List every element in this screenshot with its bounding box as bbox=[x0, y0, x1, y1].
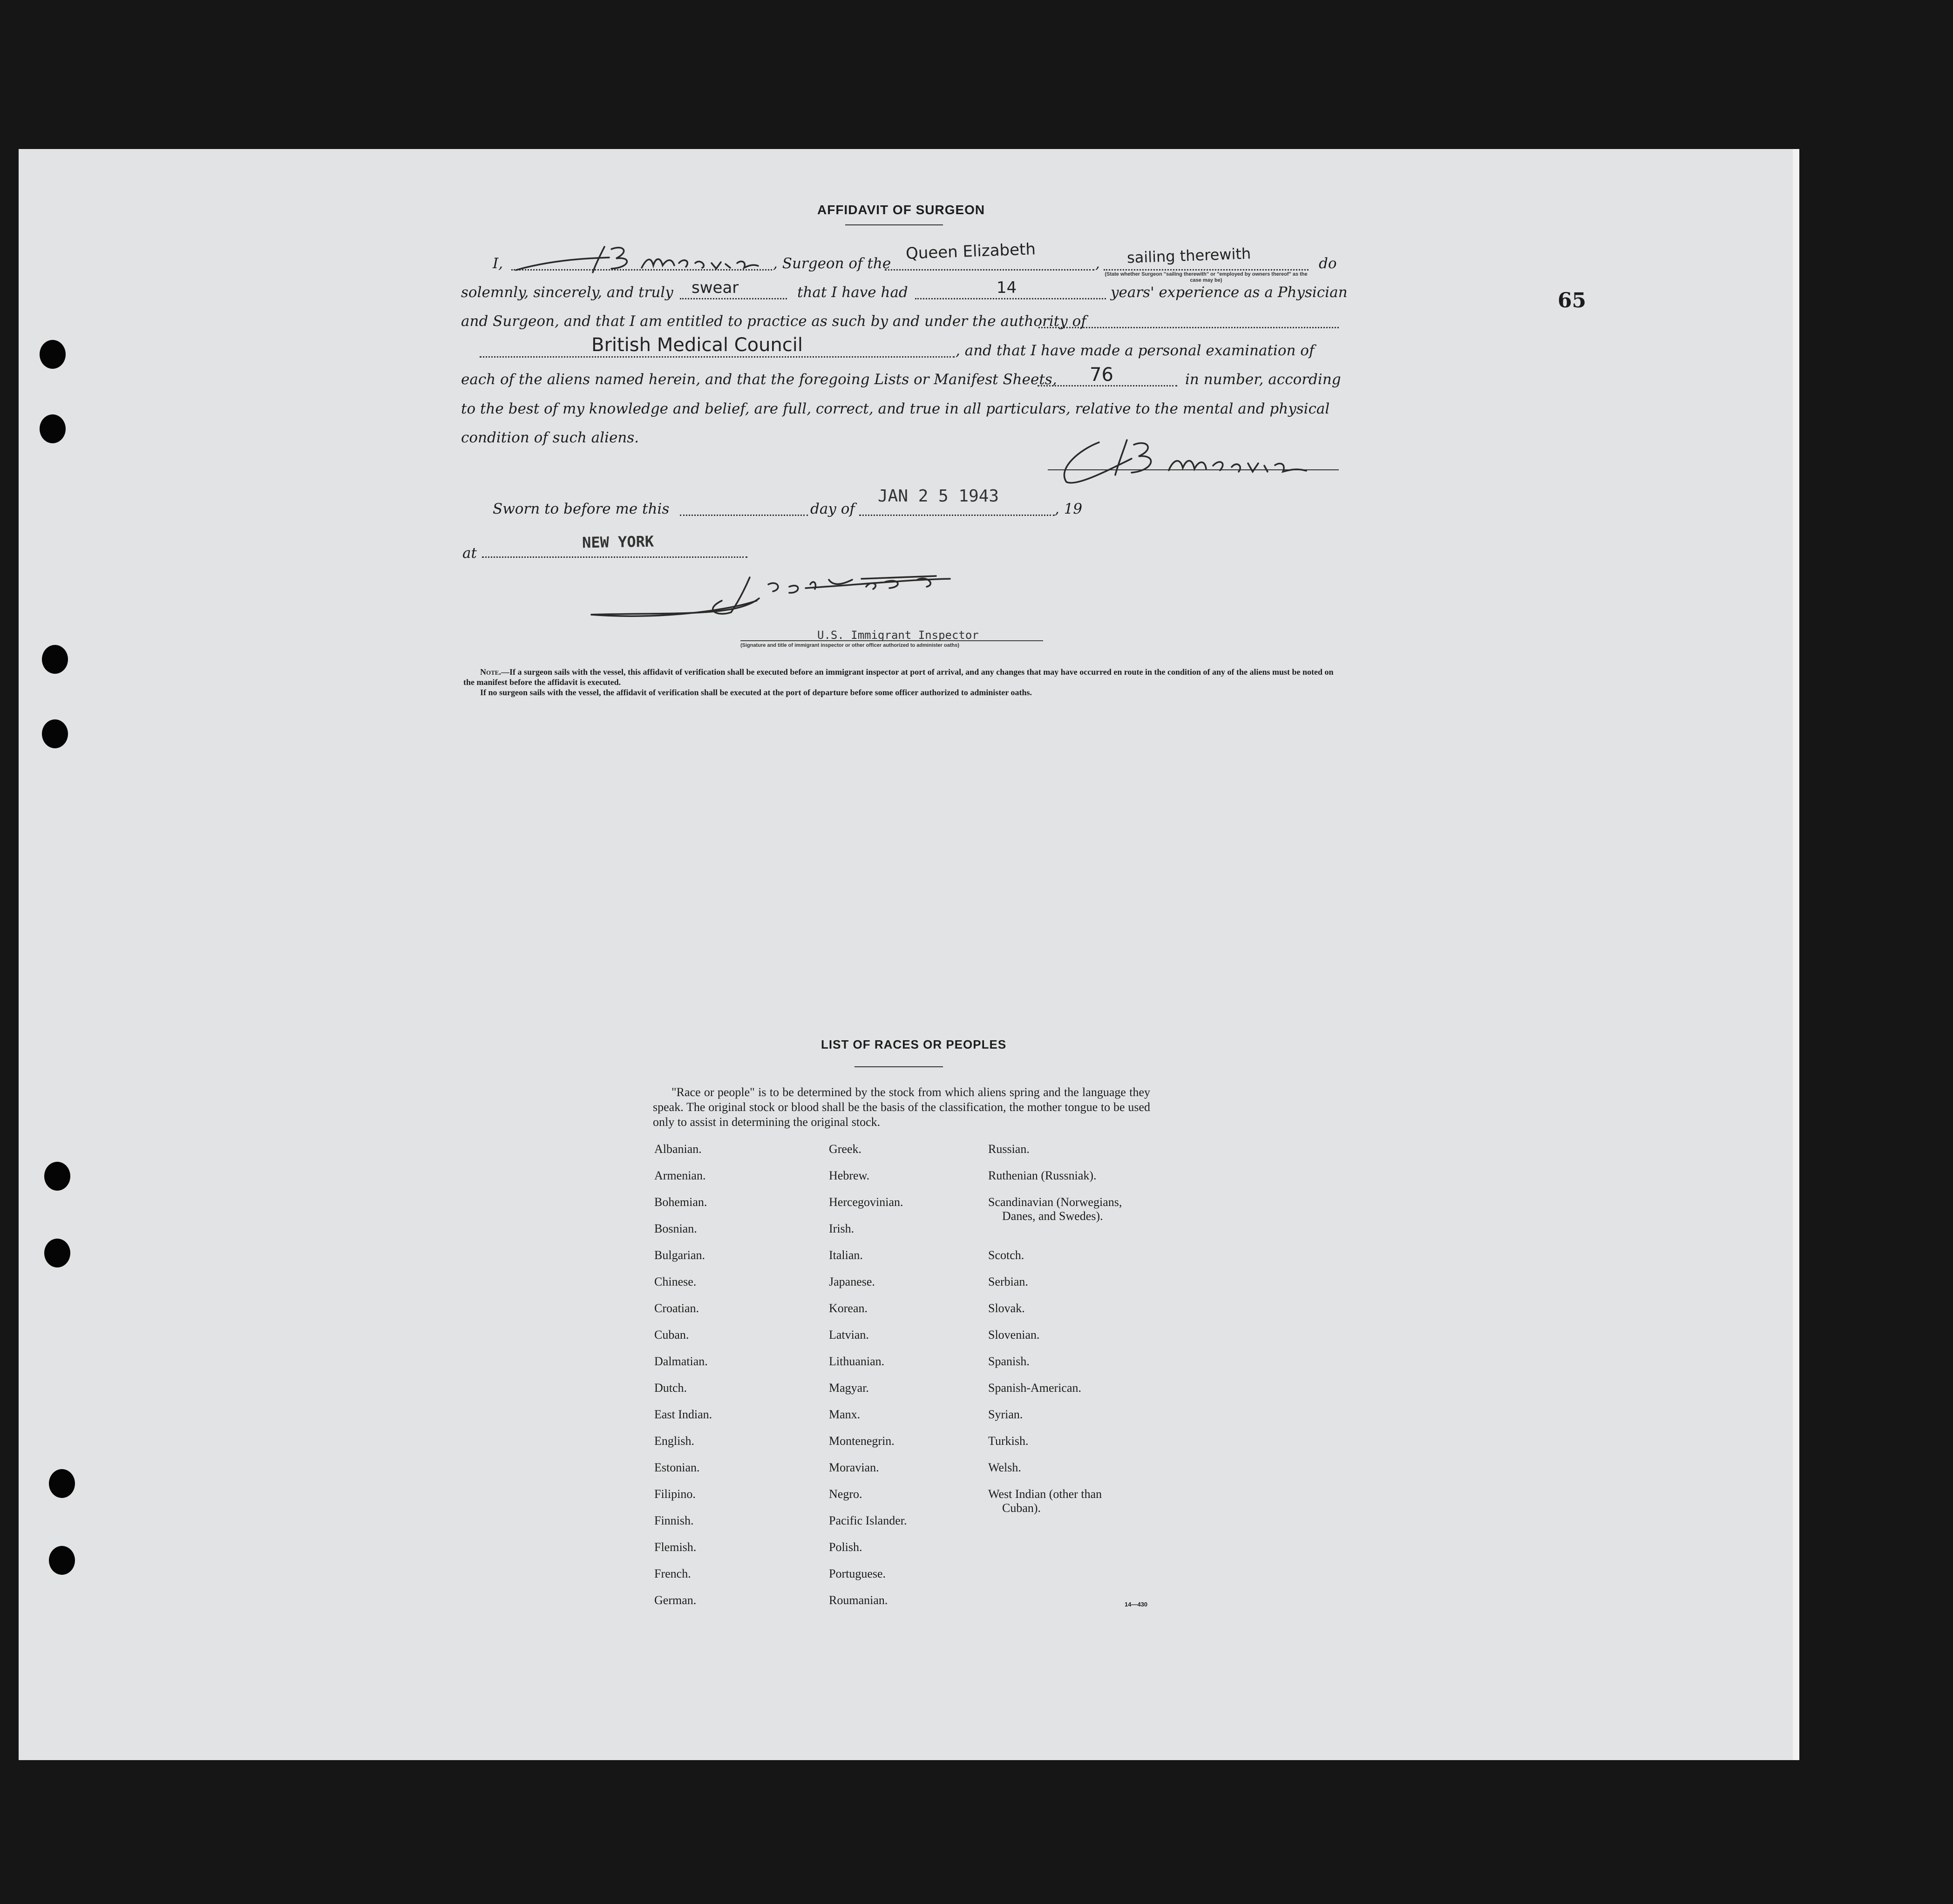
race-item: Manx. bbox=[829, 1408, 861, 1421]
years-blank bbox=[915, 298, 1106, 299]
race-item: Dalmatian. bbox=[654, 1355, 708, 1368]
page-number: 65 bbox=[1558, 289, 1587, 312]
race-item: Latvian. bbox=[829, 1328, 869, 1342]
title-rule bbox=[845, 224, 943, 225]
race-item: Syrian. bbox=[988, 1408, 1023, 1421]
in-number-label: in number, according bbox=[1185, 371, 1341, 388]
races-intro: "Race or people" is to be determined by the stock from which aliens spring and the language they speak. The original stock or blood shall be the basis of the classification, the mother tongue to be used only to assist in determining the original stock. bbox=[653, 1085, 1150, 1129]
surgeon-of-label: , Surgeon of the bbox=[773, 255, 891, 272]
race-item: Korean. bbox=[829, 1301, 868, 1315]
binder-hole bbox=[40, 340, 66, 369]
oath-word: swear bbox=[692, 278, 739, 297]
race-item: German. bbox=[654, 1593, 697, 1607]
surgeon-signature bbox=[1048, 431, 1336, 491]
month-blank bbox=[859, 515, 1055, 516]
page-edge bbox=[1793, 149, 1799, 1760]
races-title: LIST OF RACES OR PEOPLES bbox=[821, 1037, 1007, 1051]
binder-hole bbox=[44, 1239, 70, 1267]
race-item: Hercegovinian. bbox=[829, 1195, 903, 1209]
race-item: Italian. bbox=[829, 1248, 863, 1262]
affidavit-title: AFFIDAVIT OF SURGEON bbox=[817, 203, 985, 217]
affidavit-note bbox=[463, 667, 1339, 698]
race-item: Japanese. bbox=[829, 1275, 875, 1288]
race-item: Scotch. bbox=[988, 1248, 1024, 1262]
manifest-label: each of the aliens named herein, and that the foregoing Lists or Manifest Sheets, bbox=[461, 371, 1057, 388]
race-item: Polish. bbox=[829, 1540, 862, 1554]
surgeon-signature-inline bbox=[511, 240, 772, 277]
examination-label: , and that I have made a personal examination of bbox=[956, 342, 1315, 359]
race-item: Serbian. bbox=[988, 1275, 1028, 1288]
vessel-name: Queen Elizabeth bbox=[905, 240, 1036, 263]
place-stamp: NEW YORK bbox=[582, 532, 654, 552]
comma: , bbox=[1095, 255, 1100, 272]
race-item: Filipino. bbox=[654, 1487, 696, 1501]
race-item: Chinese. bbox=[654, 1275, 697, 1288]
race-item: Hebrew. bbox=[829, 1169, 870, 1182]
note-2: If no surgeon sails with the vessel, the affidavit of verification shall be executed at the port of departure before some officer authorized to administer oaths. bbox=[480, 688, 1032, 697]
knowledge-label: to the best of my knowledge and belief, are full, correct, and true in all particulars, relative to the mental and physical bbox=[461, 400, 1330, 417]
race-item: Bosnian. bbox=[654, 1222, 697, 1235]
race-item: Lithuanian. bbox=[829, 1355, 885, 1368]
race-item: Finnish. bbox=[654, 1514, 694, 1527]
at-label: at bbox=[462, 545, 477, 562]
binder-hole bbox=[44, 1162, 70, 1191]
sailing-blank bbox=[1104, 269, 1309, 271]
race-item: English. bbox=[654, 1434, 694, 1448]
binder-hole bbox=[49, 1546, 75, 1575]
race-item: Cuban). bbox=[1002, 1501, 1041, 1515]
oath-blank bbox=[680, 298, 787, 299]
race-item: Negro. bbox=[829, 1487, 862, 1501]
race-item: Albanian. bbox=[654, 1142, 702, 1156]
authority-name: British Medical Council bbox=[591, 334, 803, 356]
day-blank bbox=[680, 515, 808, 516]
vessel-blank bbox=[885, 269, 1094, 271]
race-item: Moravian. bbox=[829, 1461, 879, 1474]
sworn-label: Sworn to before me this bbox=[493, 501, 670, 517]
race-item: Scandinavian (Norwegians, bbox=[988, 1195, 1122, 1209]
race-item: Cuban. bbox=[654, 1328, 689, 1342]
year-label: , 19 bbox=[1055, 501, 1083, 517]
authority-blank-2 bbox=[480, 356, 955, 358]
race-item: Ruthenian (Russniak). bbox=[988, 1169, 1097, 1182]
inspector-signature bbox=[582, 566, 1038, 626]
race-item: Armenian. bbox=[654, 1169, 706, 1182]
officer-title: U.S. Immigrant Inspector bbox=[817, 629, 979, 642]
date-stamp: JAN 2 5 1943 bbox=[878, 487, 999, 506]
race-item: Greek. bbox=[829, 1142, 862, 1156]
have-had-label: that I have had bbox=[797, 284, 908, 301]
race-item: Spanish. bbox=[988, 1355, 1030, 1368]
race-item: Danes, and Swedes). bbox=[1002, 1209, 1103, 1223]
note-label: Note.— bbox=[480, 667, 509, 677]
solemnly-label: solemnly, sincerely, and truly bbox=[461, 284, 673, 301]
years-value: 14 bbox=[997, 278, 1017, 297]
form-code: 14—430 bbox=[1125, 1601, 1148, 1608]
authority-blank-1 bbox=[1038, 327, 1339, 328]
race-item: Turkish. bbox=[988, 1434, 1029, 1448]
practice-label: and Surgeon, and that I am entitled to practice as such by and under the authority of bbox=[461, 313, 1086, 330]
sheets-count: 76 bbox=[1090, 364, 1113, 386]
race-item: West Indian (other than bbox=[988, 1487, 1102, 1501]
race-item: Irish. bbox=[829, 1222, 854, 1235]
experience-label: years' experience as a Physician bbox=[1111, 284, 1348, 301]
officer-title-rule bbox=[740, 640, 1043, 641]
binder-hole bbox=[49, 1469, 75, 1498]
race-item: Welsh. bbox=[988, 1461, 1021, 1474]
place-blank bbox=[482, 556, 747, 558]
race-item: Slovak. bbox=[988, 1301, 1025, 1315]
binder-hole bbox=[42, 719, 68, 748]
day-of-label: day of bbox=[810, 501, 855, 517]
race-item: Estonian. bbox=[654, 1461, 700, 1474]
sailing-status: sailing therewith bbox=[1126, 244, 1251, 267]
affidavit-i: I, bbox=[493, 255, 503, 272]
race-item: Croatian. bbox=[654, 1301, 699, 1315]
officer-hint: (Signature and title of immigrant inspector or other officer authorized to administer oaths) bbox=[740, 643, 959, 648]
condition-label: condition of such aliens. bbox=[461, 429, 639, 446]
race-item: Russian. bbox=[988, 1142, 1030, 1156]
race-item: Spanish-American. bbox=[988, 1381, 1082, 1395]
race-item: Slovenian. bbox=[988, 1328, 1040, 1342]
race-item: Pacific Islander. bbox=[829, 1514, 907, 1527]
binder-hole bbox=[42, 645, 68, 674]
race-item: Bohemian. bbox=[654, 1195, 707, 1209]
do-label: do bbox=[1319, 255, 1337, 272]
race-item: Montenegrin. bbox=[829, 1434, 895, 1448]
race-item: Flemish. bbox=[654, 1540, 697, 1554]
binder-hole bbox=[40, 414, 66, 443]
note-1: If a surgeon sails with the vessel, this affidavit of verification shall be executed before an immigrant inspector at port of arrival, and any changes that may have occurred en route in the condition of any of the aliens must be noted on the manifest before the affidavit is executed. bbox=[463, 667, 1334, 687]
race-item: Roumanian. bbox=[829, 1593, 888, 1607]
race-item: Magyar. bbox=[829, 1381, 869, 1395]
race-item: Dutch. bbox=[654, 1381, 687, 1395]
race-item: East Indian. bbox=[654, 1408, 712, 1421]
status-hint: (State whether Surgeon "sailing therewith" or "employed by owners thereof" as the case may be) bbox=[1105, 271, 1308, 283]
race-item: French. bbox=[654, 1567, 691, 1580]
races-title-rule bbox=[854, 1066, 943, 1067]
race-item: Portuguese. bbox=[829, 1567, 886, 1580]
race-item: Bulgarian. bbox=[654, 1248, 705, 1262]
